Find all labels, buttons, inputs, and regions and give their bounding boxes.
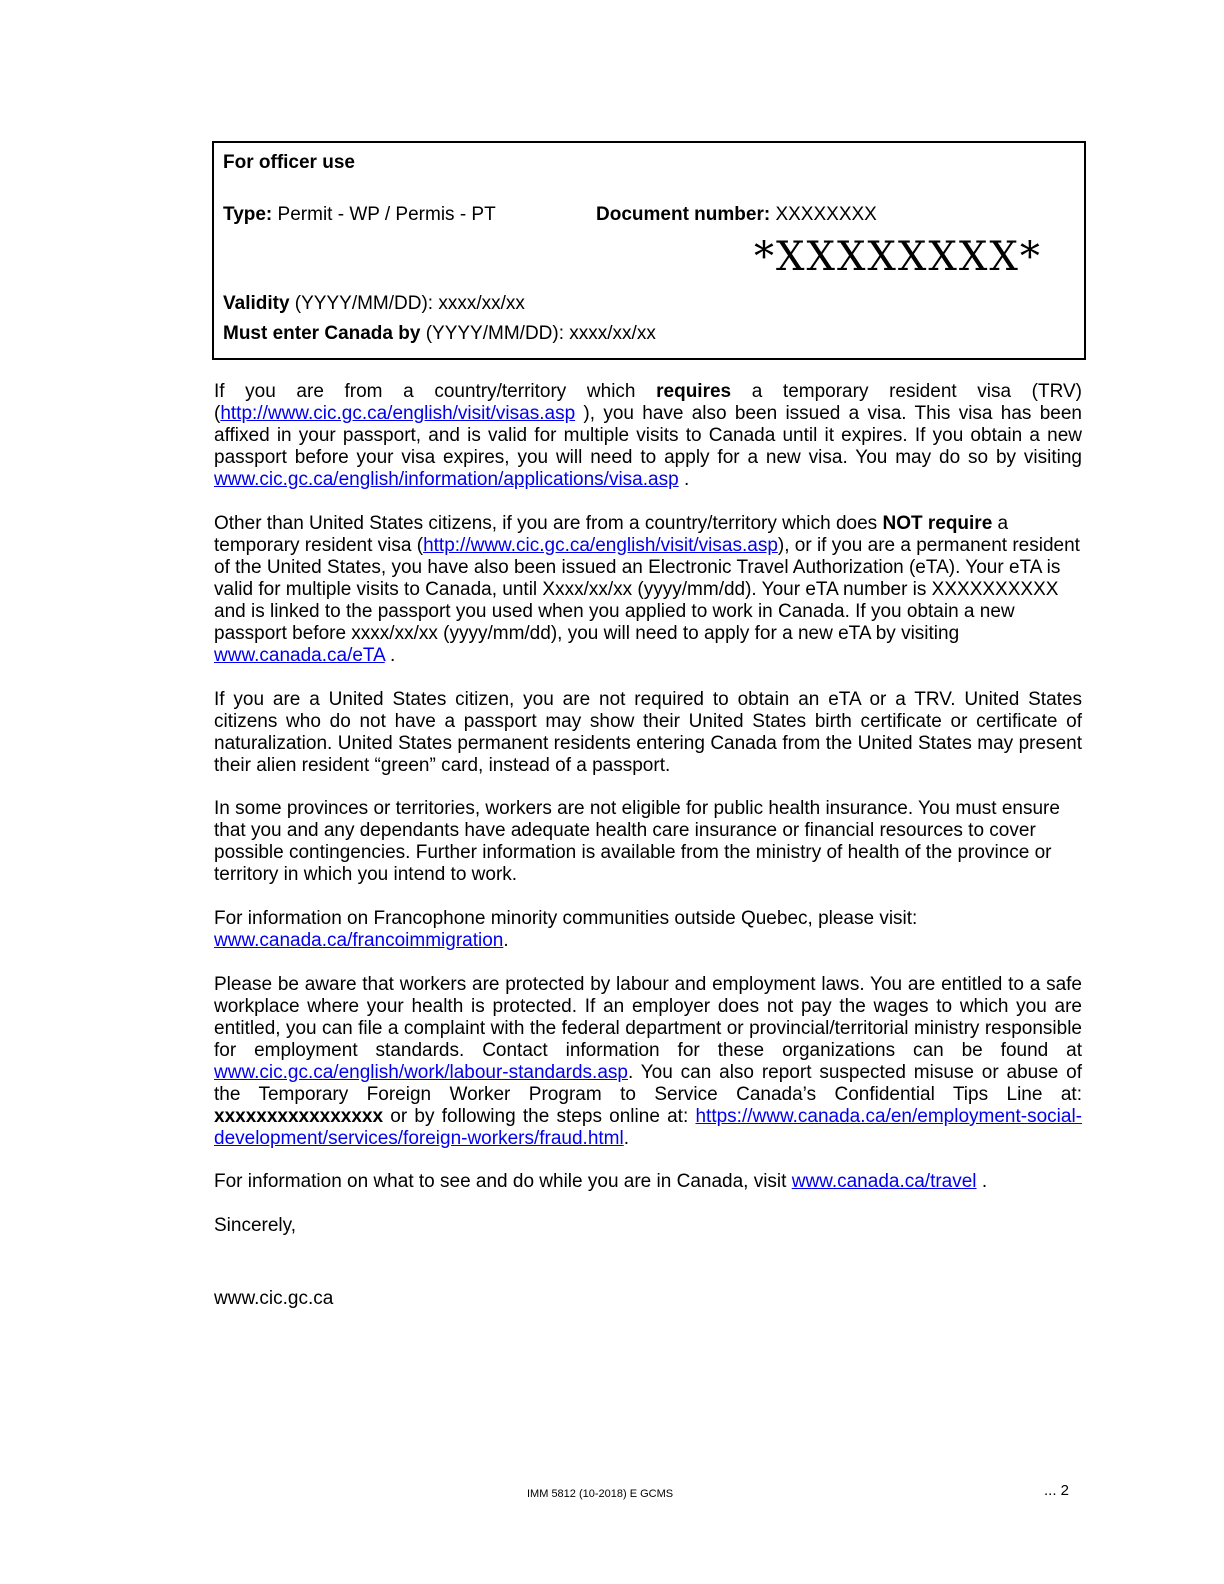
page-marker: ... 2 [1044, 1482, 1070, 1499]
travel-paragraph [214, 1171, 1082, 1193]
eta-not-require-bold: NOT require [882, 513, 993, 534]
labour-text-3: or by following the steps online at: [383, 1106, 696, 1127]
visas-link[interactable]: http://www.cic.gc.ca/english/visit/visas.asp [220, 403, 576, 424]
document-barcode: *XXXXXXXX* [754, 234, 1042, 280]
us-citizen-paragraph: If you are a United States citizen, you are not required to obtain an eTA or a TRV. United States citizens who do not have a passport may show their United States birth certificate or certificate of naturalization. United States permanent residents entering Canada from the United States may present their alien resident “green” card, instead of a passport. [214, 689, 1082, 776]
eta-link[interactable]: www.canada.ca/eTA [214, 645, 385, 666]
permit-type-label: Type: [223, 204, 273, 225]
eta-paragraph [214, 513, 1082, 667]
labour-standards-link[interactable]: www.cic.gc.ca/english/work/labour-standards.asp [214, 1062, 628, 1083]
trv-requires-bold: requires [656, 381, 732, 402]
francoimmigration-link[interactable]: www.canada.ca/francoimmigration [214, 930, 504, 951]
travel-link[interactable]: www.canada.ca/travel [791, 1171, 977, 1192]
eta-text-2: a temporary resident visa ( [214, 513, 1009, 556]
trv-text-3: ), you have also been issued a visa. This visa has been affixed in your passport, and is valid for multiple visits to Canada until it expires. If you obtain a new passport before your visa expires, you will need to apply for a new visa. You may do so by visiting [214, 403, 1082, 468]
website-text: www.cic.gc.ca [214, 1288, 334, 1309]
travel-text-2: . [976, 1171, 988, 1192]
officer-use-box [212, 141, 1086, 360]
permit-type-field [223, 204, 496, 226]
validity-label: Validity [223, 293, 290, 314]
eta-visas-link[interactable]: http://www.cic.gc.ca/english/visit/visas.asp [423, 535, 778, 556]
labour-text-4: . [623, 1128, 630, 1149]
form-code: IMM 5812 (10-2018) E GCMS [527, 1488, 674, 1500]
fraud-report-link[interactable]: https://www.canada.ca/en/employment-social-development/services/foreign-workers/fraud.html [214, 1106, 1082, 1149]
eta-text-1: Other than United States citizens, if you are from a country/territory which does [214, 513, 883, 534]
tips-line-number: xxxxxxxxxxxxxxxx [214, 1106, 384, 1127]
eta-text-4: . [384, 645, 396, 666]
trv-paragraph [214, 381, 1082, 491]
francophone-paragraph [214, 908, 1082, 952]
document-number-value: XXXXXXXX [770, 204, 877, 225]
health-insurance-paragraph: In some provinces or territories, workers are not eligible for public health insurance. You must ensure that you and any dependants have adequate health care insurance or financial resources to cover possible contingencies. Further information is available from the ministry of health of the province or territory in which you intend to work. [214, 798, 1060, 885]
franco-text-2: . [503, 930, 509, 951]
trv-text-2: a temporary resident visa (TRV) ( [214, 381, 1082, 424]
labour-text-2: . You can also report suspected misuse or abuse of the Temporary Foreign Worker Program to Service Canada’s Confidential Tips Line at: [214, 1062, 1082, 1105]
closing-sincerely: Sincerely, [214, 1215, 297, 1236]
labour-paragraph [214, 974, 1082, 1150]
document-number-field [596, 204, 877, 226]
must-enter-label: Must enter Canada by [223, 323, 421, 344]
officer-use-title: For officer use [223, 152, 355, 173]
visa-application-link[interactable]: www.cic.gc.ca/english/information/applications/visa.asp [214, 469, 679, 490]
permit-type-value: Permit - WP / Permis - PT [272, 204, 496, 225]
validity-value: (YYYY/MM/DD): xxxx/xx/xx [289, 293, 525, 314]
document-number-label: Document number: [596, 204, 771, 225]
trv-text-4: . [678, 469, 690, 490]
labour-text-1: Please be aware that workers are protected by labour and employment laws. You are entitled to a safe workplace where your health is protected. If an employer does not pay the wages to which you are entitled, you can file a complaint with the federal department or provincial/territorial ministry responsible for employment standards. Contact information for these organizations can be found at [214, 974, 1082, 1061]
franco-text-1: For information on Francophone minority communities outside Quebec, please visit: [214, 908, 918, 929]
must-enter-value: (YYYY/MM/DD): xxxx/xx/xx [420, 323, 656, 344]
eta-text-3: ), or if you are a permanent resident of the United States, you have also been issued an Electronic Travel Authorization (eTA). Your eTA is valid for multiple visits to Canada, until Xxxx/xx/xx (yyyy/mm/dd). Your eTA number is XXXXXXXXXX and is linked to the passport you used when you applied to work in Canada. If you obtain a new passport before xxxx/xx/xx (yyyy/mm/dd), you will need to apply for a new eTA by visiting [214, 535, 1080, 644]
must-enter-field [223, 323, 656, 345]
validity-field [223, 293, 525, 315]
trv-text-1: If you are from a country/territory which [214, 381, 657, 402]
travel-text-1: For information on what to see and do while you are in Canada, visit [214, 1171, 792, 1192]
